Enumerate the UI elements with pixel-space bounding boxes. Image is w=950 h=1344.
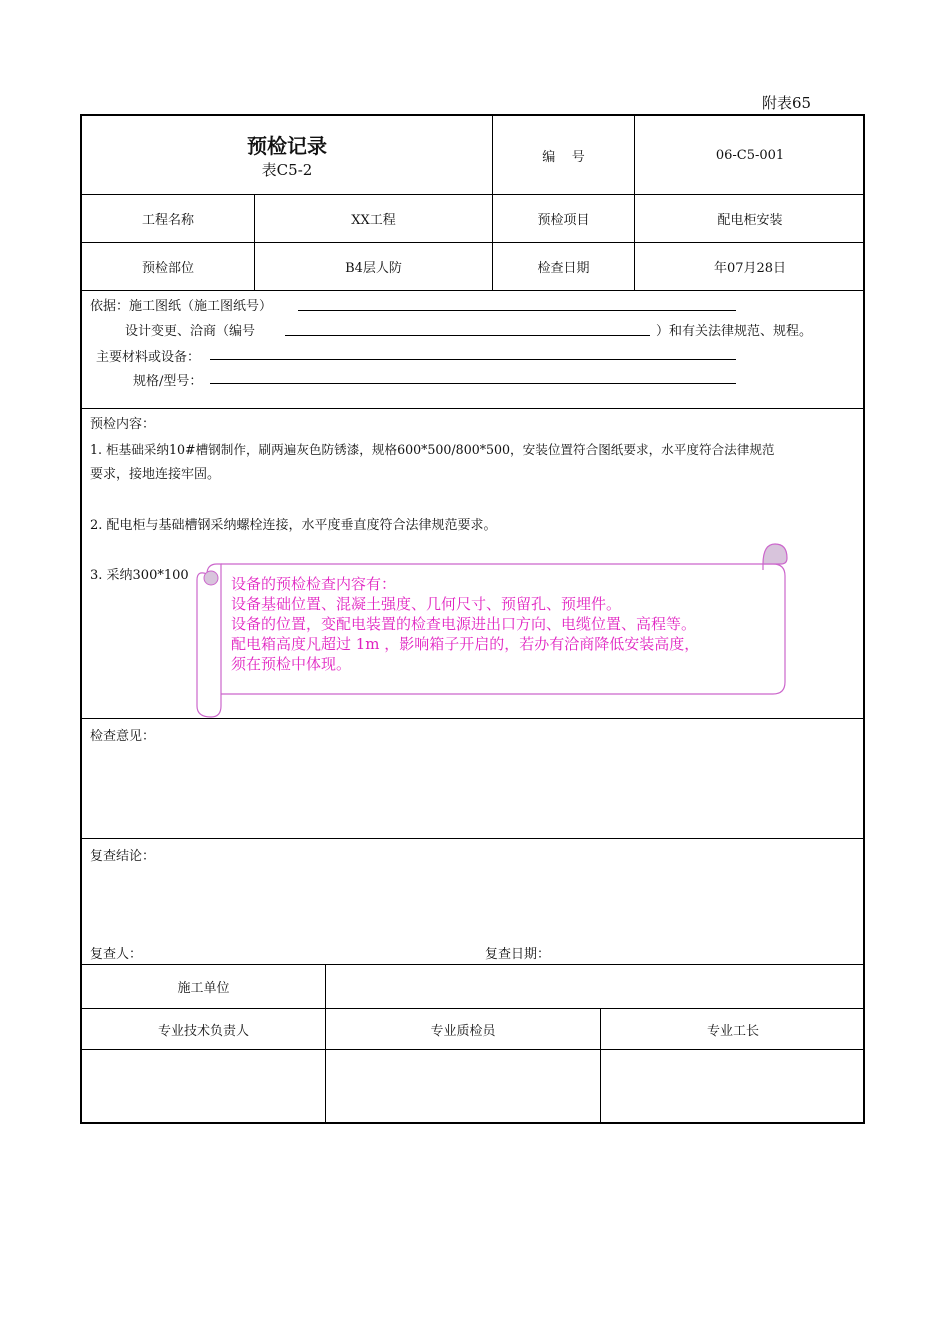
inspection-item-value: 配电柜安装 — [717, 213, 783, 228]
materials-label: 主要材料或设备： — [96, 350, 201, 365]
quality-inspector-label: 专业质检员 — [430, 1023, 496, 1039]
appendix-number: 附表65 — [762, 94, 812, 112]
foreman-label: 专业工长 — [706, 1023, 759, 1039]
foreman-signature[interactable] — [601, 1050, 865, 1123]
number-label: 编 号 — [542, 149, 585, 165]
tech-lead-label: 专业技术负责人 — [157, 1023, 249, 1039]
note-line-5: 须在预检中体现。 — [231, 655, 352, 673]
inspection-part-value: B4层人防 — [345, 261, 402, 276]
tech-lead-signature[interactable] — [82, 1050, 325, 1123]
spec-blank[interactable] — [210, 383, 736, 384]
project-name-label: 工程名称 — [141, 213, 194, 228]
drawings-number-blank[interactable] — [298, 310, 736, 311]
content-heading: 预检内容： — [90, 417, 156, 432]
regulations-label: ）和有关法律规范、规程。 — [656, 324, 813, 339]
note-line-3: 设备的位置，变配电装置的检查电源进出口方向、电缆位置、高程等。 — [231, 615, 697, 633]
materials-blank[interactable] — [210, 359, 736, 360]
inspection-date-value: 年07月28日 — [713, 261, 787, 276]
row-divider — [81, 290, 865, 291]
title-cell — [82, 116, 492, 194]
inspection-opinion-label: 检查意见： — [90, 729, 156, 744]
content-item-3: 3. 采纳300*100 — [90, 568, 189, 583]
row-divider — [81, 408, 865, 409]
number-value: 06-C5-001 — [715, 147, 785, 163]
spec-label: 规格/型号： — [133, 374, 203, 389]
note-line-4: 配电箱高度凡超过 1m ，影响箱子开启的，若办有洽商降低安装高度， — [231, 635, 700, 653]
inspection-item-label: 预检项目 — [537, 213, 590, 228]
recheck-date-label: 复查日期： — [485, 947, 551, 962]
content-item-1: 1. 柜基础采纳10#槽钢制作，刷两遍灰色防锈漆，规格600*500/800*500，安装位置符合图纸要求，水平度符合法律规范 — [90, 442, 775, 457]
content-item-2: 2. 配电柜与基础槽钢采纳螺栓连接，水平度垂直度符合法律规范要求。 — [90, 518, 497, 533]
inspection-part-label: 预检部位 — [141, 261, 194, 276]
note-line-1: 设备的预检检查内容有： — [231, 575, 397, 593]
design-change-label: 设计变更、洽商（编号 — [125, 324, 256, 339]
inspection-date-label: 检查日期 — [537, 261, 590, 276]
design-change-blank[interactable] — [285, 335, 650, 336]
form-subtitle: 表C5-2 — [261, 161, 313, 179]
recheck-conclusion-label: 复查结论： — [90, 849, 156, 864]
content-item-1-cont: 要求，接地连接牢固。 — [90, 467, 221, 482]
note-line-2: 设备基础位置、混凝土强度、几何尺寸、预留孔、预埋件。 — [231, 595, 622, 613]
basis-drawings-label: 依据：施工图纸（施工图纸号） — [90, 299, 273, 314]
construction-unit-value[interactable] — [326, 965, 865, 1008]
row-divider — [81, 838, 865, 839]
recheck-person-label: 复查人： — [90, 947, 143, 962]
quality-inspector-signature[interactable] — [326, 1050, 600, 1123]
form-title: 预检记录 — [247, 134, 327, 158]
project-name-value: XX工程 — [351, 213, 396, 228]
construction-unit-label: 施工单位 — [177, 981, 230, 996]
